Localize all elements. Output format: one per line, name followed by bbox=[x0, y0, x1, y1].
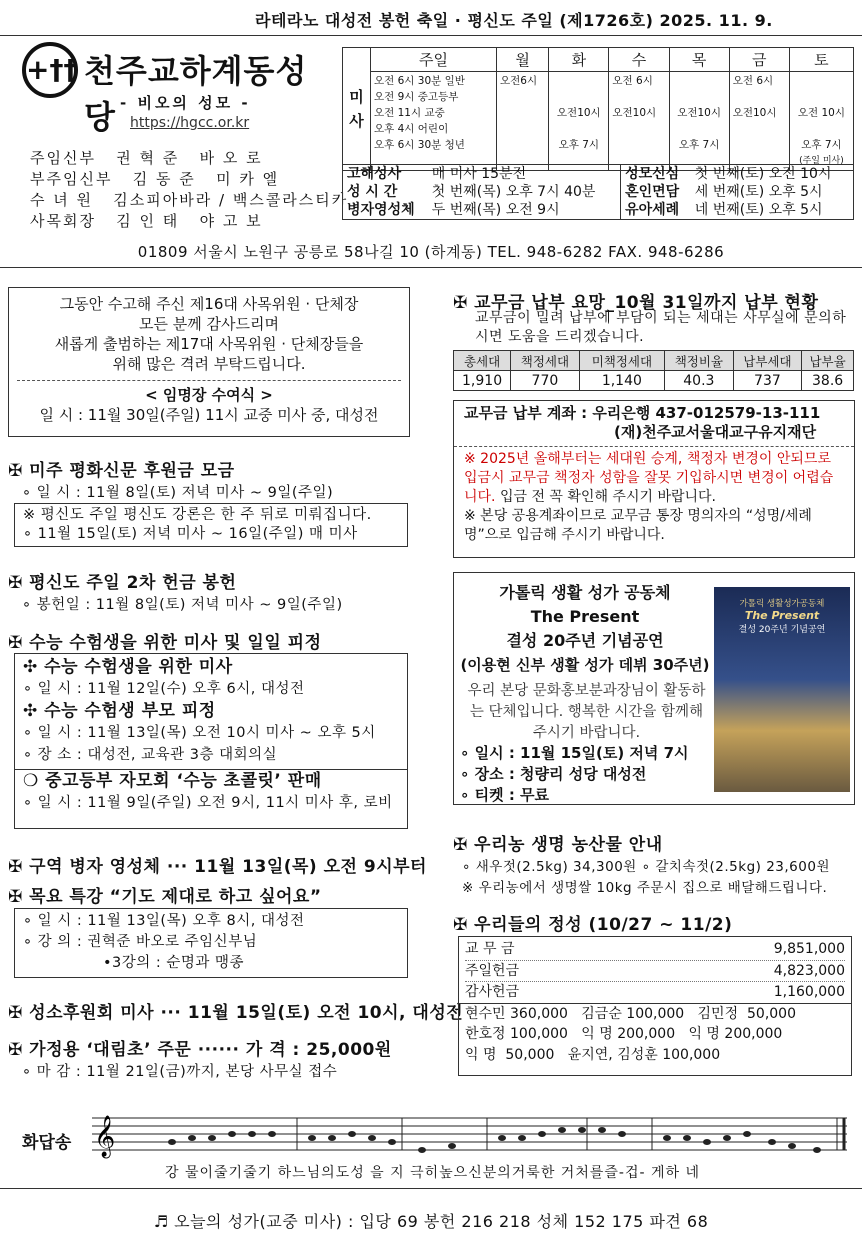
sermon-note-box: ※ 평신도 주일 평신도 강론은 한 주 뒤로 미뤄집니다. ∘ 11월 15일(토) 저녁 미사 ~ 16일(주일) 매 미사 bbox=[14, 503, 408, 547]
day-header: 목 bbox=[669, 48, 729, 72]
staff-line: 주임신부 권 혁 준 바 오 로 bbox=[30, 149, 263, 167]
peace-news-title: ✠ 미주 평화신문 후원금 모금 bbox=[8, 461, 235, 481]
exam-mass-title: ✠ 수능 수험생을 위한 미사 및 일일 피정 bbox=[8, 633, 322, 653]
staff-list bbox=[30, 148, 348, 232]
concert-desc: 우리 본당 문화홍보분과장님이 활동하는 단체입니다. 행복한 시간을 함께해 주시기 바랍니다. bbox=[467, 683, 706, 741]
farm-title: ✠ 우리농 생명 농산물 안내 bbox=[453, 835, 663, 855]
day-header: 화 bbox=[549, 48, 609, 72]
vocation-mass: ✠ 성소후원회 미사 ··· 11월 15일(토) 오전 10시, 대성전 bbox=[8, 1003, 464, 1023]
advent-candle-title: ✠ 가정용 ‘대림초’ 주문 ······ 가 격 : 25,000원 bbox=[8, 1040, 392, 1060]
concert-box: 가톨릭 생활 성가 공동체 The Present 결성 20주년 기념공연 (이용현 신부 생활 성가 데뷔 30주년) 우리 본당 문화홍보분과장님이 활동하는 단체입니다. 행복한 시간을 함께해 주시기 바랍니다. ∘ 일시 : 11월 15일(토) 저녁 7시 ∘ 장소 : 청량리 성당 대성전 ∘ 티켓 : 무료 가톨릭 생활성가공동체 The Present 결성 20주년 기념공연 bbox=[453, 572, 855, 805]
lecture-box: ∘ 일 시 : 11월 13일(목) 오후 8시, 대성전 ∘ 강 의 : 권혁준 바오로 주임신부님 •3강의 : 순명과 맹종 bbox=[14, 908, 408, 978]
concert-poster-image: 가톨릭 생활성가공동체 The Present 결성 20주년 기념공연 bbox=[714, 587, 850, 792]
offering-title: ✠ 우리들의 정성 (10/27 ~ 11/2) bbox=[453, 915, 733, 935]
second-collection-date: ∘ 봉헌일 : 11월 8일(토) 저녁 미사 ~ 9일(주일) bbox=[22, 597, 343, 613]
day-header: 금 bbox=[729, 48, 789, 72]
farm-prices: ∘ 새우젓(2.5kg) 34,300원 ∘ 갈치속젓(2.5kg) 23,600원 bbox=[462, 859, 830, 875]
treble-clef-icon: 𝄞 bbox=[94, 1116, 116, 1157]
farm-note: ※ 우리농에서 생명쌀 10kg 주문시 집으로 배달해드립니다. bbox=[462, 880, 828, 896]
psalm-label: 화답송 bbox=[22, 1133, 72, 1153]
peace-news-date: ∘ 일 시 : 11월 8일(토) 저녁 미사 ~ 9일(주일) bbox=[22, 485, 334, 501]
account-holder: (재)천주교서울대교구유지재단 bbox=[614, 423, 817, 441]
parish-url-link[interactable]: https://hgcc.or.kr bbox=[130, 115, 250, 131]
offering-box: 교 무 금 9,851,000 주일헌금 4,823,000 감사헌금 1,160,000 현수민 360,000 김금순 100,000 김민정 50,000 한호정 100,000 익 명 200,000 익 명 200,000 익 명 50,000 윤지연, 김성훈 100,000 bbox=[458, 936, 852, 1076]
exam-box: ✣ 수능 수험생을 위한 미사 ∘ 일 시 : 11월 12일(수) 오후 6시, 대성전 ✣ 수능 수험생 부모 피정 ∘ 일 시 : 11월 13일(목) 오전 10시 미사 ~ 오후 5시 ∘ 장 소 : 대성전, 교육관 3층 대회의실 ❍ 중고등부 자모회 ‘수능 초콜릿’ 판매 ∘ 일 시 : 11월 9일(주일) 오전 9시, 11시 미사 후, 로비 bbox=[14, 653, 408, 829]
parish-motto: - 비오의 성모 - bbox=[120, 94, 251, 112]
staff-line: 사목회장 김 인 태 야 고 보 bbox=[30, 212, 263, 230]
lecture-title: ✠ 목요 특강 “기도 제대로 하고 싶어요” bbox=[8, 887, 322, 907]
ceremony-title: < 임명장 수여식 > bbox=[145, 386, 273, 404]
staff-line: 부주임신부 김 동 준 미 카 엘 bbox=[30, 170, 280, 188]
mass-schedule-table bbox=[342, 47, 854, 171]
finance-desc: 교무금이 밀려 납부에 부담이 되는 세대는 사무실에 문의하시면 도움을 드리겠습니다. bbox=[475, 310, 847, 345]
day-header: 월 bbox=[497, 48, 549, 72]
saturday-cell: 오전 10시 오후 7시 (주일 미사) bbox=[789, 72, 853, 171]
friday-cell: 오전 6시 오전10시 bbox=[729, 72, 789, 171]
account-box: 교무금 납부 계좌 : 우리은행 437-012579-13-111 (재)천주교서울대교구유지재단 ※ 2025년 올해부터는 세대원 승계, 책정자 변경이 안되므로 입금시 교무금 책정자 성함을 잘못 기입하시면 변경이 어렵습니다. 입금 전 꼭 확인해 주시기 바랍니다. ※ 본당 공용계좌이므로 교무금 통장 명의자의 “성명/세례명”으로 입금해 주시기 바랍니다. bbox=[453, 400, 855, 558]
advent-candle-deadline: ∘ 마 감 : 11월 21일(금)까지, 본당 사무실 접수 bbox=[22, 1064, 338, 1080]
tuesday-cell: 오전10시 오후 7시 bbox=[549, 72, 609, 171]
finance-title: ✠ 교무금 납부 요망_10월 31일까지 납부 현황 bbox=[453, 293, 819, 313]
account-number: 교무금 납부 계좌 : 우리은행 437-012579-13-111 bbox=[464, 404, 821, 422]
cross-icon: +†† bbox=[22, 42, 78, 98]
wednesday-cell: 오전 6시 오전10시 bbox=[609, 72, 669, 171]
ceremony-time: 일 시 : 11월 30일(주일) 11시 교중 미사 중, 대성전 bbox=[39, 406, 379, 424]
psalm-response bbox=[0, 1098, 862, 1184]
parish-name: 천주교하계동성당 bbox=[84, 52, 308, 136]
misa-label: 미사 bbox=[343, 48, 371, 171]
sunday-cell: 오전 6시 30분 일반 오전 9시 중고등부 오전 11시 교중 오후 4시 어린이 오후 6시 30분 청년 bbox=[371, 72, 497, 171]
address-bar: 01809 서울시 노원구 공릉로 58나길 10 (하계동) TEL. 948-6282 FAX. 948-6286 bbox=[0, 238, 862, 268]
monday-cell: 오전6시 bbox=[497, 72, 549, 171]
finance-table: 총세대 책정세대 미책정세대 책정비율 납부세대 납부율 1,910 770 1,140 40.3 737 38.6 bbox=[453, 350, 854, 391]
day-header: 수 bbox=[609, 48, 669, 72]
today-hymns: ♬ 오늘의 성가(교중 미사) : 입당 69 봉헌 216 218 성체 152 175 파견 68 bbox=[0, 1188, 862, 1240]
staff-line: 수 녀 원 김소피아바라 / 백스콜라스티카 bbox=[30, 191, 349, 209]
issue-header bbox=[0, 0, 862, 36]
music-staff bbox=[92, 1108, 852, 1164]
appointment-notice: 그동안 수고해 주신 제16대 사목위원 · 단체장 모든 분께 감사드리며 새롭게 출범하는 제17대 사목위원 · 단체장들을 위해 많은 격려 부탁드립니다. < 임명장 수여식 > 일 시 : 11월 30일(주일) 11시 교중 미사 중, 대성전 bbox=[8, 287, 410, 437]
day-header: 토 bbox=[789, 48, 853, 72]
sick-communion: ✠ 구역 병자 영성체 ··· 11월 13일(목) 오전 9시부터 bbox=[8, 857, 427, 877]
day-header: 주일 bbox=[371, 48, 497, 72]
second-collection-title: ✠ 평신도 주일 2차 헌금 봉헌 bbox=[8, 573, 237, 593]
thursday-cell: 오전10시 오후 7시 bbox=[669, 72, 729, 171]
issue-title: 라테라노 대성전 봉헌 축일 · 평신도 주일 (제1726호) 2025. 11. 9. bbox=[255, 11, 773, 30]
psalm-lyrics: 강 물이줄기줄기 하느님의도성 을 지 극히높으신분의거룩한 거처를즐-겁- 게하 네 bbox=[165, 1165, 700, 1181]
sacrament-table: 고해성사 매 미사 15분전 성모신심 첫 번째(토) 오전 10시 성 시 간 첫 번째(목) 오후 7시 40분 혼인면담 세 번째(토) 오후 5시 병자영성체 두 번째(목) 오전 9시 유아세례 네 번째(토) 오후 5시 bbox=[342, 164, 854, 220]
